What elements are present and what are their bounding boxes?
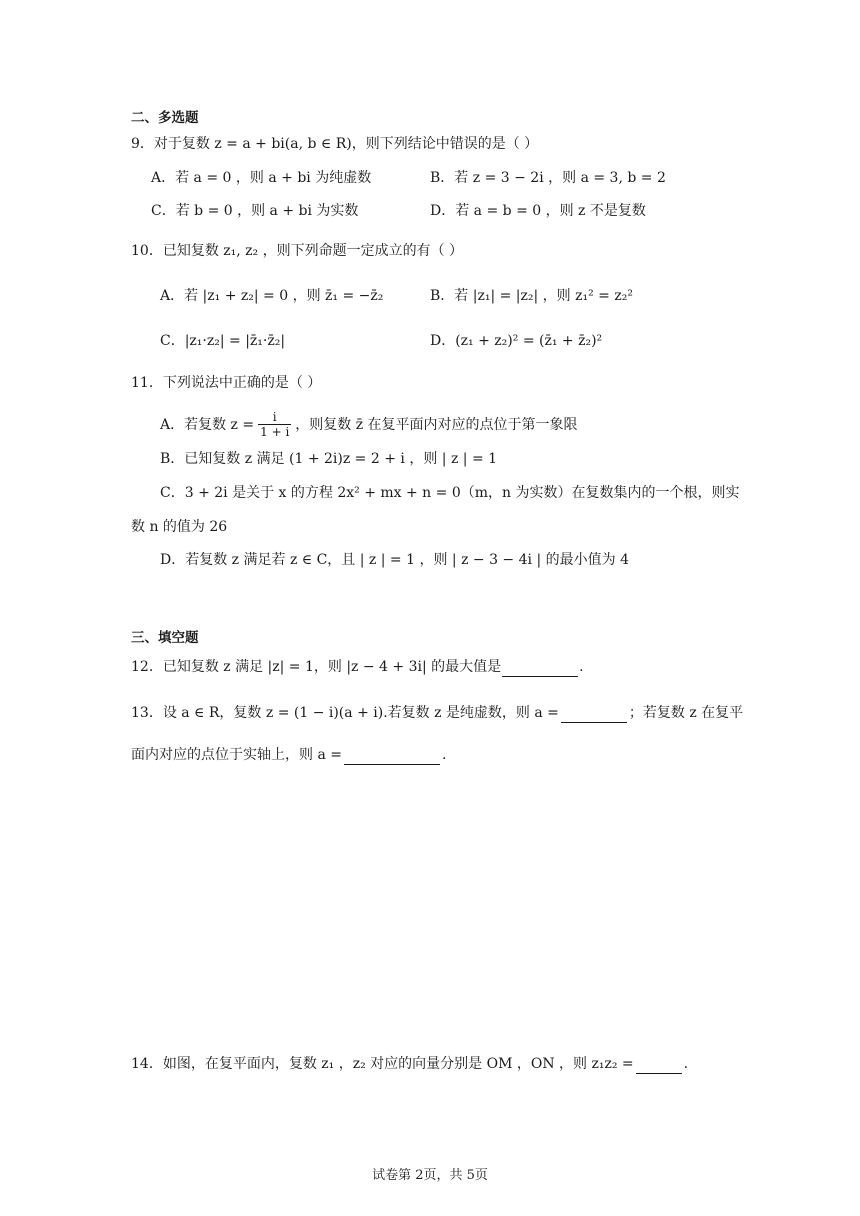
question-11-option-a-prefix: A．若复数 z = — [160, 416, 255, 433]
answer-blank[interactable] — [344, 748, 440, 765]
question-11-stem: 11．下列说法中正确的是（ ） — [131, 375, 322, 391]
page-footer: 试卷第 2页，共 5页 — [372, 1168, 488, 1183]
question-14 — [131, 1054, 688, 1074]
question-11-option-d: D．若复数 z 满足若 z ∈ C，且 | z | = 1 ，则 | z − 3 − 4i | 的最小值为 4 — [160, 552, 629, 568]
question-10-option-a: A．若 |z₁ + z₂| = 0 ，则 z̄₁ = −z̄₂ — [160, 288, 384, 304]
question-10-stem: 10．已知复数 z₁, z₂ ，则下列命题一定成立的有（ ） — [131, 243, 464, 259]
question-11-option-a-suffix: ，则复数 z̄ 在复平面内对应的点位于第一象限 — [295, 416, 578, 433]
question-10-option-b: B．若 |z₁| = |z₂| ，则 z₁² = z₂² — [430, 288, 633, 304]
question-14-text: 14．如图，在复平面内，复数 z₁ ，z₂ 对应的向量分别是 OM ，ON ，则 z₁z₂ = — [131, 1056, 634, 1072]
answer-blank[interactable] — [636, 1057, 682, 1074]
question-13-end: . — [441, 747, 447, 763]
question-11-option-c-line2: 数 n 的值为 26 — [131, 519, 228, 535]
question-13-line1 — [131, 703, 743, 723]
question-14-end: . — [683, 1056, 689, 1072]
question-13-mid: ；若复数 z 在复平 — [628, 705, 744, 721]
question-9-option-d: D．若 a = b = 0 ，则 z 不是复数 — [430, 203, 646, 219]
question-12-text: 12．已知复数 z 满足 |z| = 1，则 |z − 4 + 3i| 的最大值是 — [131, 659, 502, 675]
question-9-option-c: C．若 b = 0 ，则 a + bi 为实数 — [151, 203, 359, 219]
question-11-option-b: B．已知复数 z 满足 (1 + 2i)z = 2 + i ，则 | z | = 1 — [160, 451, 498, 467]
question-9-option-b: B．若 z = 3 − 2i ，则 a = 3, b = 2 — [430, 170, 666, 186]
section-heading-multi-choice: 二、多选题 — [131, 110, 199, 126]
question-12 — [131, 657, 584, 677]
answer-blank[interactable] — [502, 660, 578, 677]
fraction-numerator: i — [272, 410, 277, 424]
question-9-stem: 9．对于复数 z = a + bi(a, b ∈ R)，则下列结论中错误的是（ ） — [131, 136, 539, 152]
answer-blank[interactable] — [561, 706, 627, 723]
question-10-option-c: C．|z₁·z₂| = |z̄₁·z̄₂| — [160, 333, 286, 349]
question-13-text-2: 面内对应的点位于实轴上，则 a = — [131, 747, 342, 763]
fraction-denominator: 1 + i — [260, 425, 290, 439]
fraction — [258, 410, 291, 439]
question-10-option-d: D．(z₁ + z₂)² = (z̄₁ + z̄₂)² — [430, 333, 603, 349]
question-11-option-c-line1: C．3 + 2i 是关于 x 的方程 2x² + mx + n = 0（m，n 为实数）在复数集内的一个根，则实 — [160, 485, 740, 501]
question-9-option-a: A．若 a = 0 ，则 a + bi 为纯虚数 — [151, 170, 372, 186]
question-13-text: 13．设 a ∈ R，复数 z = (1 − i)(a + i).若复数 z 是纯虚数，则 a = — [131, 705, 559, 721]
question-13-line2 — [131, 745, 446, 765]
question-11-option-a — [160, 410, 578, 439]
section-heading-fill-blank: 三、填空题 — [131, 630, 199, 646]
question-12-end: . — [579, 659, 584, 675]
